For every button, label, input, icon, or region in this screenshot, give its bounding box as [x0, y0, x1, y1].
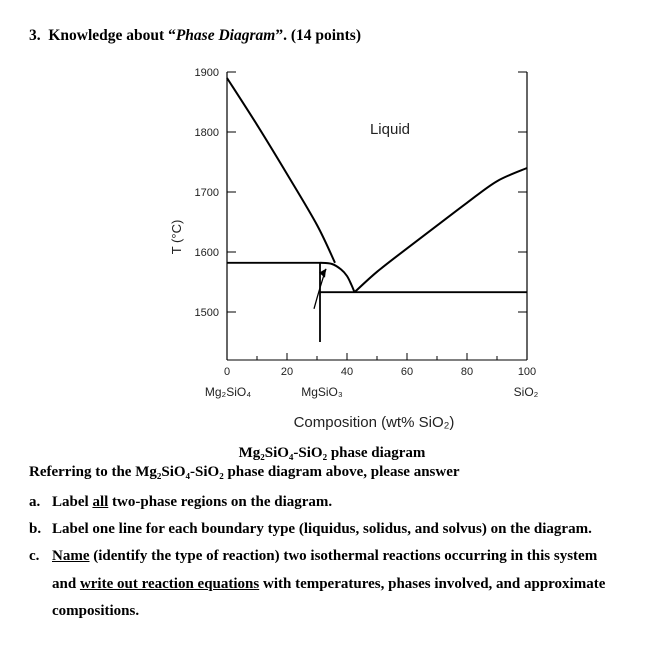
- x-axis-label: Composition (wt% SiO₂): [293, 414, 455, 431]
- item-c-label: c.: [29, 548, 40, 564]
- y-tick-label: 1700: [194, 187, 219, 199]
- series-liquidus-dome: [320, 263, 355, 292]
- item-c-line3: compositions.: [52, 603, 140, 619]
- y-tick-label: 1800: [194, 127, 219, 139]
- item-c-underlined-equations: write out reaction equations: [79, 576, 260, 592]
- x-tick-label: 40: [340, 366, 354, 378]
- item-c-line2-pre: and: [52, 576, 80, 592]
- question-tail: ”. (14 points): [275, 27, 362, 44]
- x-end-label-mid: MgSiO₃: [301, 385, 343, 399]
- x-tick-label: 0: [223, 366, 231, 378]
- x-end-label-left: Mg₂SiO₄: [204, 385, 252, 399]
- item-c: [29, 548, 598, 565]
- item-a-label: a.: [29, 494, 41, 510]
- y-tick-label: 1900: [194, 67, 219, 79]
- y-tick-label: 1600: [194, 247, 219, 259]
- item-b: [29, 521, 592, 538]
- x-end-label-right: SiO₂: [513, 385, 539, 399]
- item-a-pre: Label: [52, 494, 93, 510]
- item-b-text: Label one line for each boundary type (liquidus, solidus, and solvus) on the diagram.: [52, 521, 592, 537]
- item-a: [29, 494, 333, 511]
- question-emphasis: Phase Diagram: [175, 27, 276, 44]
- item-c-line1: (identify the type of reaction) two isothermal reactions occurring in this system: [89, 548, 598, 564]
- series-liquidus-left: [227, 78, 335, 263]
- y-axis-label: T (°C): [169, 219, 184, 255]
- item-c-line2-post: with temperatures, phases involved, and approximate: [259, 576, 606, 592]
- series-liquidus-right: [355, 168, 528, 292]
- item-a-underlined: all: [92, 494, 109, 510]
- item-a-post: two-phase regions on the diagram.: [108, 494, 333, 510]
- liquid-region-label: Liquid: [369, 121, 411, 138]
- item-b-label: b.: [29, 521, 42, 537]
- x-tick-label: 60: [400, 366, 414, 378]
- item-c-underlined-name: Name: [52, 548, 90, 564]
- x-tick-label: 20: [280, 366, 294, 378]
- x-tick-label: 100: [517, 366, 537, 378]
- diagram-caption: Mg₂SiO₄-SiO₂ phase diagram: [238, 445, 426, 461]
- x-tick-label: 80: [460, 366, 474, 378]
- y-tick-label: 1500: [194, 307, 219, 319]
- question-number: 3.: [29, 27, 41, 44]
- item-c-line2: [52, 576, 605, 593]
- question-lead: Knowledge about “: [48, 27, 176, 44]
- intro-text: Referring to the Mg₂SiO₄-SiO₂ phase diagram above, please answer: [29, 464, 460, 480]
